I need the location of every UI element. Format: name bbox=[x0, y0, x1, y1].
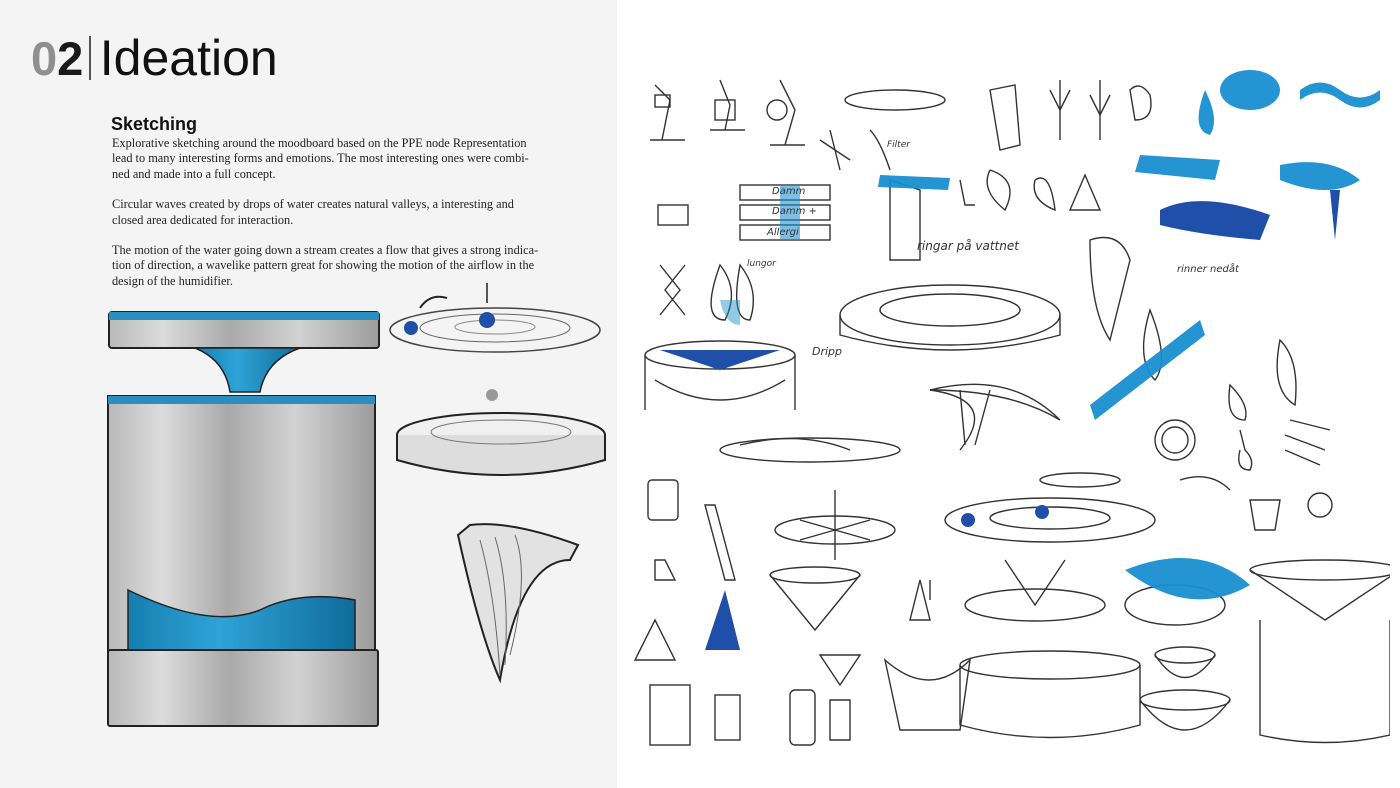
label-lungor: lungor bbox=[747, 259, 776, 269]
label-filter: Filter bbox=[887, 140, 910, 150]
label-rinner-nedat: rinner nedåt bbox=[1177, 264, 1239, 275]
label-allergi: Allergi bbox=[767, 227, 799, 238]
label-dripp: Dripp bbox=[812, 345, 843, 358]
header-divider bbox=[89, 36, 91, 80]
paragraph-1: Explorative sketching around the moodboard based on the PPE node Representation lead to many interesting forms and emotions. The most interesting ones were combi-ned and made into a full concept. bbox=[112, 136, 529, 181]
section-number-zero: 0 bbox=[31, 31, 58, 85]
paragraph-3: The motion of the water going down a stream creates a flow that gives a strong indica-tion of direction, a wavelike pattern great for showing the motion of the airflow in the design of the humidifier. bbox=[112, 243, 539, 288]
section-number-two: 2 bbox=[57, 31, 84, 85]
label-damm-2: Damm + bbox=[772, 206, 817, 217]
page-header bbox=[31, 28, 278, 88]
page-title: Ideation bbox=[99, 30, 278, 86]
ripple-disc-sketch bbox=[385, 278, 615, 378]
humidifier-concept-render bbox=[100, 300, 390, 740]
sketch-text-labels bbox=[617, 0, 1400, 788]
water-basin-sketch bbox=[395, 380, 615, 490]
label-damm-1: Damm bbox=[772, 186, 806, 197]
label-ringar: ringar på vattnet bbox=[917, 239, 1019, 253]
section-heading: Sketching bbox=[111, 114, 198, 134]
section-number bbox=[31, 31, 83, 86]
wave-flow-sketch bbox=[450, 515, 590, 685]
paragraph-2: Circular waves created by drops of water creates natural valleys, a interesting and closed area dedicated for interaction. bbox=[112, 197, 514, 227]
